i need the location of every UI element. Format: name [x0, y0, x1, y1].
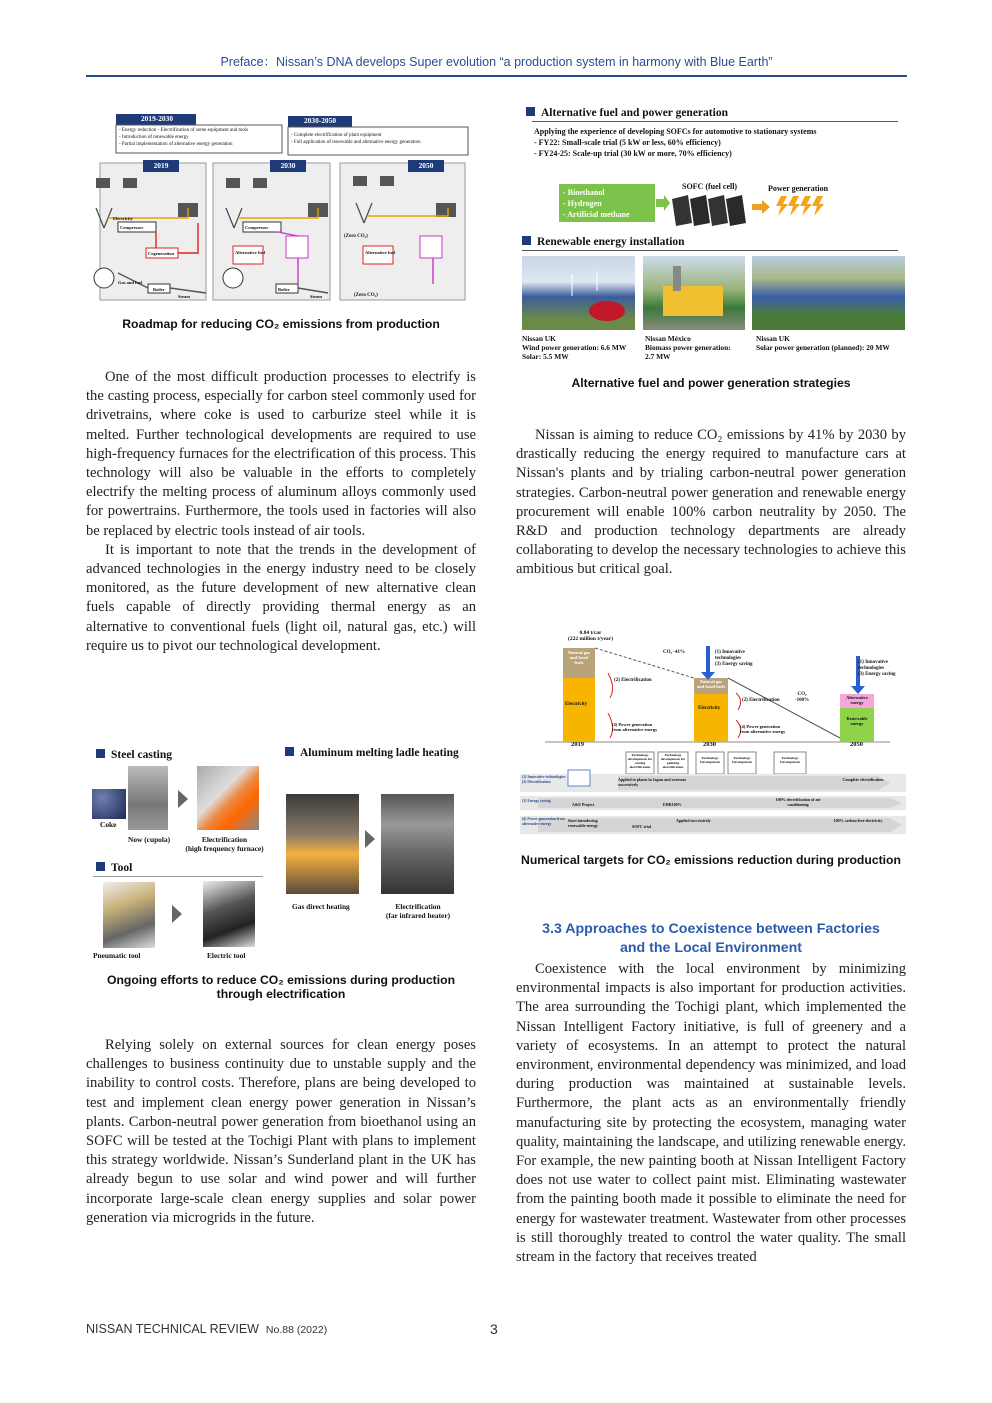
power-gen-label: Power generation: [768, 184, 829, 193]
note-line: (1) Innovative technologies: [858, 660, 888, 671]
left-text-block-1: [86, 368, 476, 656]
photo1-caption: [522, 334, 626, 361]
row-text-6: Start introducing renewable energy: [568, 818, 599, 828]
photo-caption-line: Solar power generation (planned): 20 MW: [756, 343, 890, 352]
electric-tool-image: [203, 881, 255, 947]
tech-dev-5: Technology Development: [780, 756, 800, 764]
electricity-2030: Electricity: [698, 706, 721, 711]
co2-100-label: CO₂ -100%: [794, 692, 810, 703]
alt-fuel-subtext: [534, 126, 817, 159]
lightning-icon: [775, 196, 825, 216]
row-text-1: Applied to plants in Japan and overseas successively: [618, 777, 687, 787]
row-text-9: 100% carbon-free electricity: [833, 818, 883, 823]
alt-fuel-sub1: Applying the experience of developing SOFCs for automotive to stationary systems: [534, 127, 817, 136]
sofc-label: SOFC (fuel cell): [682, 182, 738, 191]
fuel-list: [563, 187, 630, 220]
targets-figure: [518, 628, 908, 848]
roadmap-label-compressor-2030: Compressor: [245, 225, 269, 230]
divider: [93, 876, 263, 877]
roadmap-figure: [88, 108, 478, 308]
note-electrification: (2) Electrification: [614, 678, 652, 683]
journal-name: NISSAN TECHNICAL REVIEW: [86, 1322, 259, 1336]
row-label-3: (4) Power generation from alternative energy: [522, 817, 565, 826]
row-text-4: EHR100%: [663, 802, 682, 807]
arrow-right-icon: [365, 830, 375, 848]
hf-furnace-label: [182, 835, 267, 853]
ir-heater-label: [378, 902, 458, 920]
roadmap-label-steam-2030: Steam: [310, 294, 322, 299]
mexico-biomass-photo: [643, 256, 745, 330]
roadmap-year-2050: 2050: [418, 161, 434, 170]
photo-caption-line: Nissan UK: [756, 334, 790, 343]
paragraph: One of the most difficult production processes to electrify is the casting process, especially for carbon steel commonly used for drivetrains, where coke is used to carburize steel while it is melted. Further technological developments are required to use high-frequency furnaces for the electrification of this process. This technology will also be valuable in the efforts to completely electrify the melting process of aluminum alloys commonly used for powertrains. Furthermore, the tools used in factories will also be replaced by electric tools instead of air tools.: [86, 369, 476, 539]
steel-casting-title: Steel casting: [111, 749, 173, 761]
electrification-caption: Ongoing efforts to reduce CO₂ emissions during production through electrification: [106, 973, 456, 1001]
photo-caption-line: Biomass power generation:: [645, 343, 731, 352]
fuel-item: - Hydrogen: [563, 199, 602, 208]
arrow-right-icon: [656, 195, 670, 211]
alt-fuel-sub2: - FY22: Small-scale trial (5 kW or less, 60% efficiency): [534, 138, 721, 147]
tool-title: Tool: [111, 862, 133, 874]
photo-caption-line: Nissan UK: [522, 334, 556, 343]
roadmap-note: - Introduction of renewable energy: [119, 135, 189, 140]
natural-gas-2019: Natural gas and fossil fuels: [567, 650, 591, 665]
year-2019: 2019: [571, 741, 584, 748]
tech-dev-2: Technology development for painting electrification: [660, 753, 686, 769]
row-text-8: Applied successively: [676, 818, 711, 823]
divider: [532, 121, 898, 122]
journal-issue: No.88 (2022): [265, 1324, 328, 1336]
aluminum-title: Aluminum melting ladle heating: [300, 747, 459, 759]
alt-fuel-sub3: - FY24-25: Scale-up trial (30 kW or more, 70% efficiency): [534, 149, 732, 158]
coke-label: Coke: [100, 820, 117, 829]
running-header: Preface：Nissan’s DNA develops Super evolution “a production system in harmony with Blue Earth”: [220, 55, 773, 69]
uk-wind-solar-photo: [522, 256, 635, 330]
roadmap-year-2030: 2030: [280, 161, 296, 170]
footer-journal: [86, 1322, 327, 1336]
year-2030: 2030: [703, 741, 716, 748]
row-label-2: (3) Energy saving: [522, 799, 551, 803]
sofc-image: [670, 193, 750, 226]
tool-header: [96, 862, 132, 874]
roadmap-notes-2: [291, 132, 421, 146]
note-electrification-2030: (2) Electrification: [742, 698, 780, 703]
roadmap-note: - Full application of renewable and alternative energy generation: [291, 140, 421, 145]
paragraph: Nissan is aiming to reduce CO₂ emissions by 41% by 2030 by drastically reducing the energy required to manufacture cars at Nissan's plants and by trialing carbon-neutral power generation strategies. Carbon-neutral power generation and renewable energy procurement will enable 100% carbon neutrality by 2050. The R&D and production technology departments are already collaborating to develop the necessary technologies to achieve this ambitious but critical goal.: [516, 427, 906, 578]
note-line: (3) Energy saving: [858, 672, 896, 677]
roadmap-label-altfuel-2050: Alternative fuel: [365, 250, 396, 255]
photo-caption-line: Solar: 5.5 MW: [522, 352, 569, 361]
top-sub: (222 million t/year): [568, 636, 613, 642]
row-text-5: 100% electrification of air conditioning: [775, 797, 821, 807]
cupola-label: Now (cupola): [128, 835, 171, 844]
renewable-title: Renewable energy installation: [537, 236, 685, 248]
paragraph: Relying solely on external sources for clean energy poses challenges to business continuity due to unstable supply and the inability to control costs. Therefore, plans are being developed to test and implement clean energy power generation in Nissan’s plants. Carbon-neutral power generation from bioethanol using an SOFC will be tested at the Tochigi Plant with plans to implement this strategy worldwide. Nissan’s Sunderland plant in the UK has already begun to use solar and wind power and will further incorporate large-scale clean energy supplies and solar power generation via microgrids in the future.: [86, 1037, 476, 1226]
note-innovative-2050: [858, 660, 906, 678]
note-line: (3) Energy saving: [715, 662, 753, 667]
roadmap-caption: Roadmap for reducing CO₂ emissions from production: [122, 317, 440, 331]
renewable-2050: Renewable energy: [846, 716, 868, 726]
uk-solar-planned-photo: [752, 256, 905, 330]
note-line: (1) Innovative technologies: [715, 650, 745, 661]
page-number: 3: [490, 1321, 498, 1337]
roadmap-note: - Partial implementation of alternative energy generation: [119, 142, 233, 147]
arrow-right-icon: [178, 790, 188, 808]
left-text-block-2: [86, 1036, 476, 1228]
tech-dev-4: Technology Development: [732, 756, 752, 764]
renewable-header: [522, 236, 685, 248]
note-power-2019: (4) Power generation from alternative energy: [612, 722, 658, 732]
note-innovative: [715, 650, 763, 668]
photo-caption-line: 2.7 MW: [645, 352, 671, 361]
natural-gas-2030: Natural gas and fossil fuels: [696, 679, 726, 689]
section-heading-line2: and the Local Environment: [619, 940, 803, 956]
row-text-7: SOFC trial: [632, 824, 651, 829]
divider: [522, 250, 898, 251]
photo-caption-line: Wind power generation: 6.6 MW: [522, 343, 627, 352]
roadmap-notes-1: [119, 127, 248, 148]
roadmap-period-2: 2030-2050: [303, 116, 337, 125]
top-label: 0.84 t/car: [579, 630, 602, 636]
ir-heater-image: [381, 794, 454, 894]
year-2050: 2050: [850, 741, 863, 748]
section-heading: [516, 920, 906, 958]
row-text-2: Complete electrification: [842, 777, 884, 782]
fuel-item: - Bioethanol: [563, 188, 605, 197]
photo2-caption: [645, 334, 731, 361]
arrow-right-icon: [752, 200, 770, 214]
tech-dev-3: Technology Development: [700, 756, 720, 764]
pneumatic-label: Pneumatic tool: [93, 951, 141, 960]
electric-label: Electric tool: [207, 951, 246, 960]
hf-label-line2: (high frequency furnace): [185, 844, 264, 853]
cupola-image: [128, 766, 168, 830]
alt-fuel-header: [526, 107, 728, 119]
fuel-item: - Artificial methane: [563, 210, 630, 219]
row-label-1: (1) Innovative technologies (2) Electrification: [522, 775, 566, 784]
arrow-right-icon: [172, 905, 182, 923]
section-heading-line1: 3.3 Approaches to Coexistence between Factories: [542, 921, 880, 937]
roadmap-label-boiler: Boiler: [153, 287, 165, 292]
roadmap-period-1: 2019-2030: [140, 114, 174, 123]
roadmap-label-gas: Gas and fuel: [118, 280, 143, 285]
photo3-caption: [756, 334, 890, 352]
ir-label-line2: (far infrared heater): [385, 911, 451, 920]
gas-heating-image: [286, 794, 359, 894]
alternative-2050: Alternative energy: [846, 695, 868, 705]
roadmap-label-compressor: Compressor: [120, 225, 144, 230]
pneumatic-tool-image: [103, 882, 155, 948]
roadmap-year-2019: 2019: [153, 161, 169, 170]
alt-fuel-title: Alternative fuel and power generation: [541, 107, 728, 119]
right-text-block-2: [516, 960, 906, 1267]
roadmap-label-electricity: Electricity: [113, 216, 133, 221]
roadmap-note: - Energy reduction - Electrification of some equipment and tools: [119, 128, 249, 133]
paragraph: It is important to note that the trends in the development of advanced technologies in the energy industry need to be closely monitored, as the future development of new alternative clean fuels capable of directly providing thermal energy as an alternative to conventional fuels (light oil, natural gas, etc.) will require us to pivot our technological development.: [86, 541, 476, 654]
steel-casting-header: [96, 749, 172, 761]
tech-dev-1: Technology development for casting electrification: [627, 753, 653, 769]
roadmap-label-altfuel: Alternative fuel: [235, 250, 266, 255]
paragraph: Coexistence with the local environment by minimizing environmental impacts is also important for production activities. The area surrounding the Tochigi plant, which implemented the Nissan Intelligent Factory initiative, is full of greenery and a variety of ecosystems. In an attempt to protect the natural environment, environmental dependency was minimized, and load during production was maintained at sustainable levels. Furthermore, the plant acts as an environmentally friendly manufacturing site by protecting the ecosystem, managing water quality, maintaining the landscape, and utilizing renewable energy. For example, the new painting booth at Nissan Intelligent Factory does not use water to collect paint mist. Eliminating wastewater from the painting booth made it possible to eliminate the need for energy for wastewater treatment. Wastewater from other processes is still thoroughly treated to control the water quality. The small stream in the factory that receives treated: [516, 961, 906, 1266]
header-rule: [86, 75, 907, 77]
roadmap-label-cogeneration: Cogeneration: [148, 251, 174, 256]
roadmap-zero-co2-2: (Zero CO₂): [354, 293, 378, 298]
note-power-2030: (4) Power generation from alternative energy: [740, 724, 786, 734]
aluminum-header: [285, 747, 459, 759]
roadmap-label-steam: Steam: [178, 294, 190, 299]
row-text-3: A&E Project: [572, 802, 595, 807]
roadmap-label-boiler-2030: Boiler: [278, 287, 290, 292]
hf-label-line1: Electrification: [201, 835, 248, 844]
roadmap-zero-co2-1: (Zero CO₂): [344, 234, 368, 239]
gas-heating-label: Gas direct heating: [292, 902, 350, 911]
roadmap-note: - Complete electrification of plant equipment: [291, 133, 382, 138]
photo-caption-line: Nissan México: [645, 334, 691, 343]
ir-label-line1: Electrification: [395, 902, 441, 911]
right-text-block-1: [516, 426, 906, 580]
hf-furnace-image: [197, 766, 259, 830]
electricity-2019: Electricity: [565, 702, 588, 707]
alt-fuel-caption: Alternative fuel and power generation strategies: [571, 376, 851, 390]
coke-image: [92, 789, 126, 819]
targets-top-label: [568, 630, 613, 642]
co2-41-label: CO₂ -41%: [663, 650, 685, 655]
targets-caption: Numerical targets for CO₂ emissions reduction during production: [521, 853, 901, 867]
